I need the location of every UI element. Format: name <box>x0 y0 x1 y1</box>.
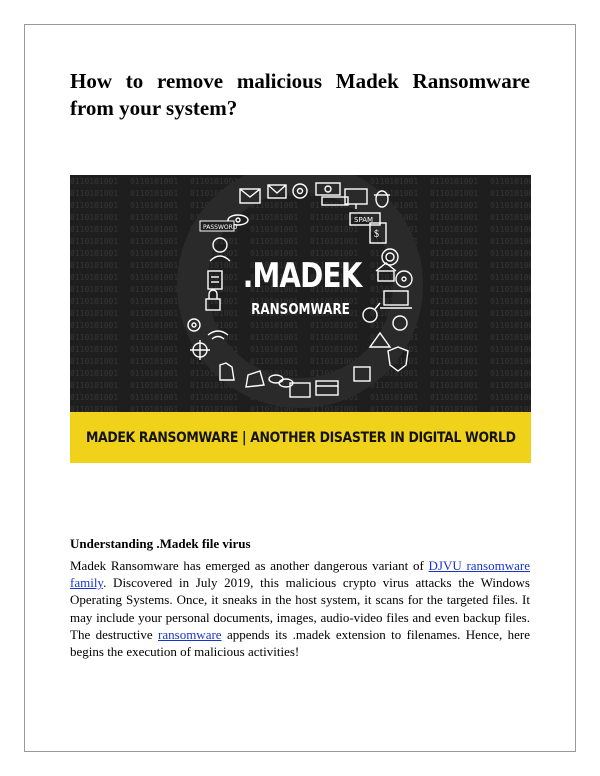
paragraph-text-2: . Discovered in July 2019, this malicious crypto virus attacks the Windows Operating Systems. Once, it sneaks in the host system, it scans for the targeted files. It may include your personal documents, images, audio-video files and even backup files. The destructive <box>70 575 530 642</box>
djvu-family-link[interactable]: DJVU ransomware family <box>70 558 530 591</box>
hero-banner-text: MADEK RANSOMWARE | ANOTHER DISASTER IN DIGITAL WORLD <box>85 429 516 446</box>
spam-label: SPAM <box>354 216 374 224</box>
hero-image <box>70 175 531 463</box>
spam-tag <box>354 216 373 224</box>
body-paragraph <box>70 557 530 660</box>
password-label: PASSWORD <box>203 224 238 231</box>
page-title: How to remove malicious Madek Ransomware from your system? <box>70 69 530 120</box>
paragraph-text-1: Madek Ransomware has emerged as another dangerous variant of <box>70 558 429 573</box>
hero-headline: .MADEK <box>242 256 362 296</box>
paragraph-text-3: appends its .madek extension to filenames. Hence, here begins the execution of malicious activities! <box>70 626 530 660</box>
hero-subheadline: RANSOMWARE <box>251 300 350 318</box>
section-heading: Understanding .Madek file virus <box>70 536 251 551</box>
ransomware-link[interactable]: ransomware <box>158 626 222 642</box>
hero-banner <box>70 412 531 463</box>
password-tag <box>200 221 238 231</box>
svg-text:$: $ <box>374 229 379 240</box>
